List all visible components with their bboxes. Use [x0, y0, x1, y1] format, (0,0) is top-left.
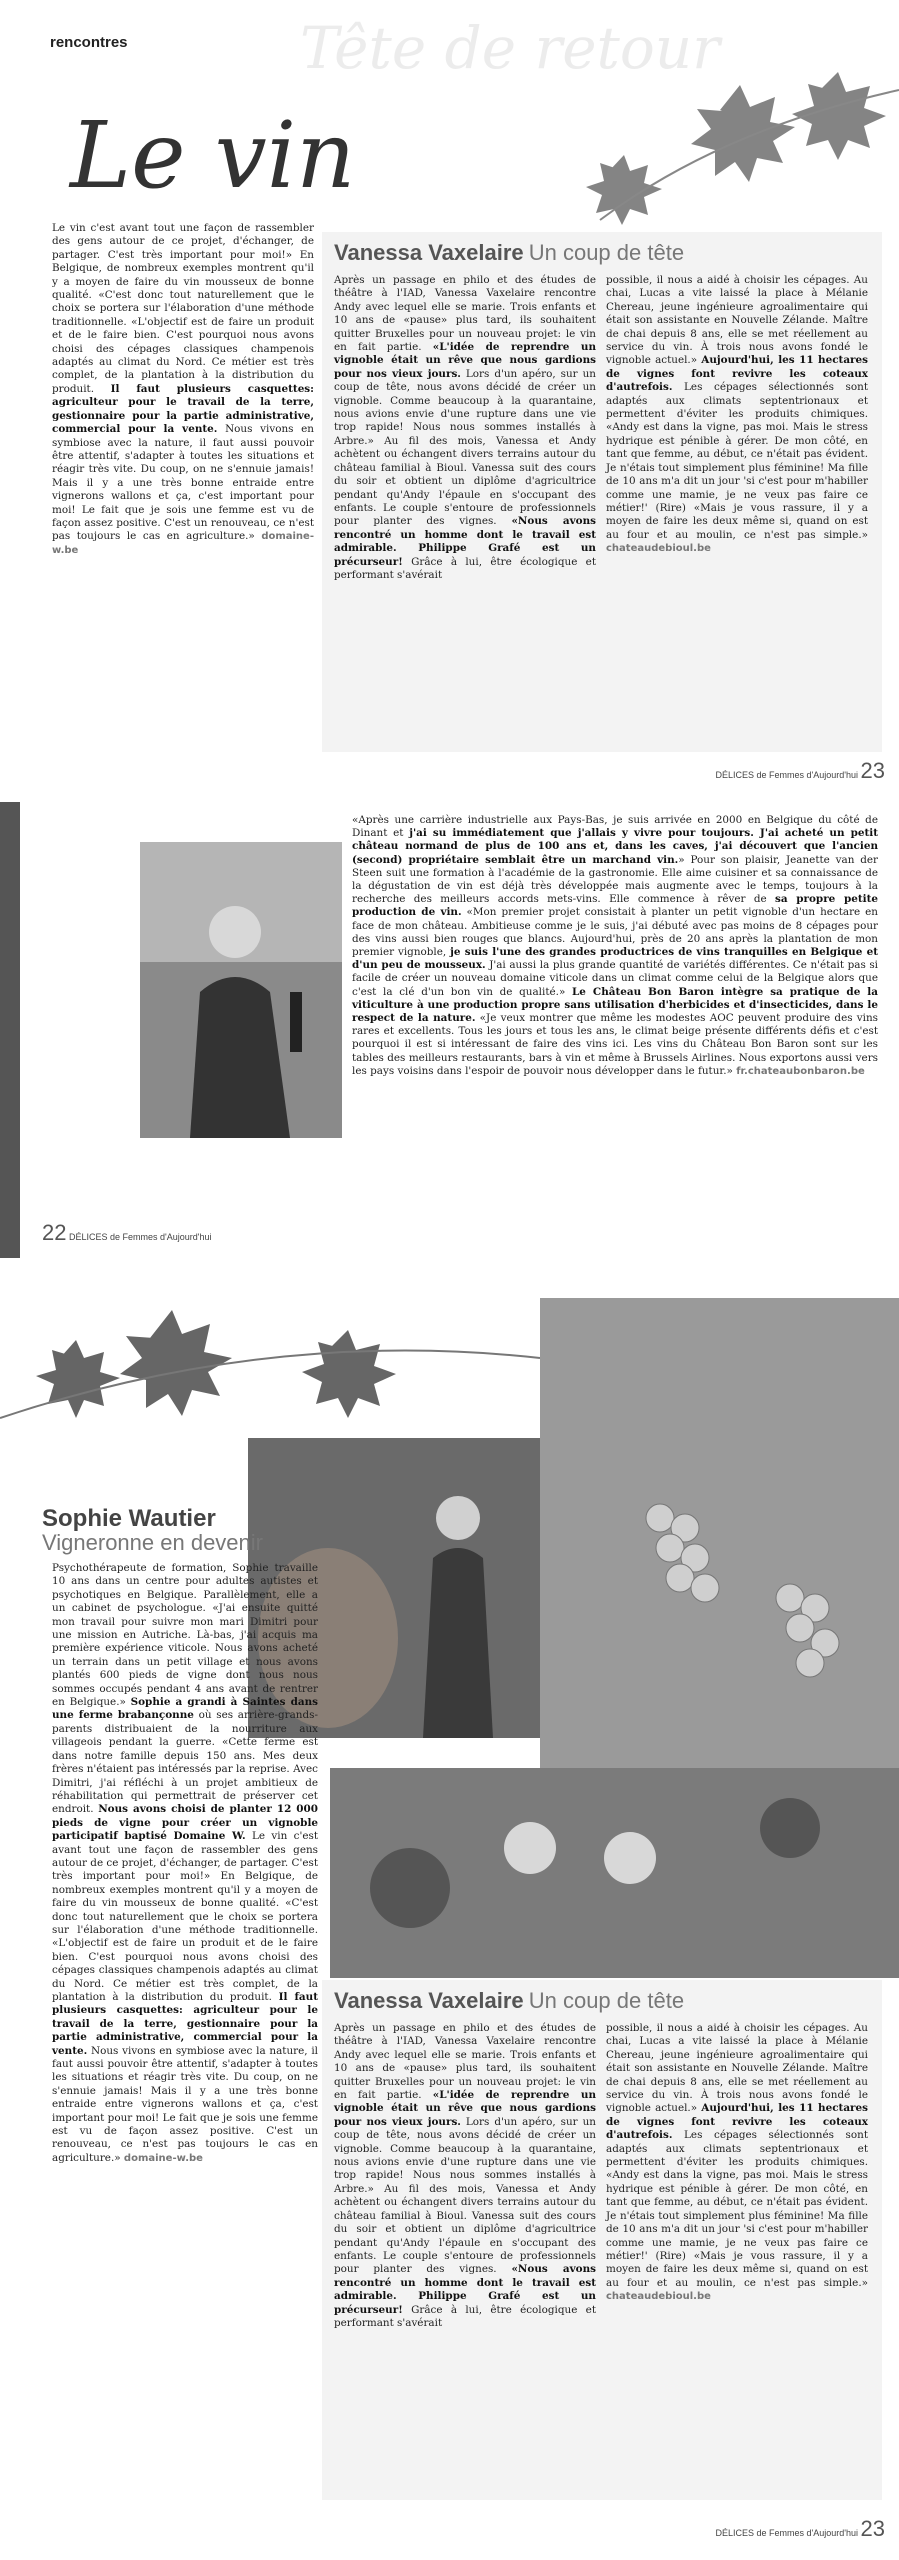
couple-vines-photo [330, 1768, 899, 1978]
page-number: 22 [42, 1220, 67, 1245]
page-folio: DÉLICES de Femmes d'Aujourd'hui 23 [715, 2516, 885, 2541]
bg-script-title: Tête de retour [300, 14, 720, 82]
page-number: 23 [860, 758, 885, 783]
section-label: rencontres [50, 34, 128, 51]
website-link[interactable]: chateaudebioul.be [606, 2291, 711, 2303]
middle-column: Après un passage en philo et des études de théâtre à l'IAD, Vanessa Vaxelaire rencontre Andy avec lequel elle se marie. Trois enfants et 10 ans de «pause» plus tard, ils souhaitent quitter Bruxelles pour un nouveau projet: le vin en fait partie. «L'idée de reprendre un vignoble était un rêve que nous gardions pour nos vieux jours. Lors d'un apéro, sur un coup de tête, nous avons décidé de créer un vignoble. Comme beaucoup à la quarantaine, nous avions envie d'une rupture dans une vie trop rapide! Nous nous sommes installés à Arbre.» Au fil des mois, Vanessa et Andy achètent ou échangent divers terrains autour du château familial à Bioul. Vanessa suit des cours du soir et obtient un diplôme d'agricultrice pendant qu'Andy l'épaule en s'occupant des enfants. Le couple s'entoure de professionnels pour planter des vignes. «Nous avons rencontré un homme dont le travail est admirable. Philippe Grafé est un précurseur! Grâce à lui, être écologique et performant s'avérait [334, 274, 596, 581]
profile-name: Sophie Wautier [42, 1505, 216, 1532]
profile-name: Vanessa Vaxelaire [334, 240, 524, 265]
article-column: «Après une carrière industrielle aux Pays-Bas, je suis arrivée en 2000 en Belgique du côté de Dinant et j'ai su immédiatement que j'allais y vivre pour toujours. J'ai acheté un petit château normand de plus de 100 ans et, dans les caves, j'ai découvert que l'ancien (second) propriétaire semblait être un marchand vin.» Pour son plaisir, Jeanette van der Steen suit une formation à l'académie de la gastronomie. Elle aime cuisiner et sa connaissance de la dégustation de vin est déjà très développée mais augmente avec le temps, toujours à la recherche des meilleurs accords mets-vins. Elle commence à rêver de sa propre petite production de vin. «Mon premier projet consistait à planter un petit vignoble d'un hectare en face de mon château. Ambitieuse comme je le suis, j'ai débuté avec pas moins de 8 cépages pour des vins aussi bien rouges que blancs. Aujourd'hui, près de 20 ans après la plantation de mon premier vignoble, je suis l'une des grandes productrices de vins tranquilles en Belgique et d'un peu de mousseux. J'ai aussi la plus grande quantité de variétés différentes. Ce n'était pas si facile de créer un nouveau domaine viticole dans un climat comme celui de la Belgique alors que c'est la clé d'un bon vin de qualité.» Le Château Bon Baron intègre sa pratique de la viticulture à une production propre sans utilisation d'herbicides et d'insecticides, dans le respect de la nature. «Je veux montrer que même les modestes AOC peuvent produire des vins rares et excellents. Tous les jours et tous les ans, le climat beige présente différents défis et c'est pourquoi il est si intéressant de faire des vins ici. Les vins du Château Bon Baron sont sur les tables des meilleurs restaurants, bars à vin et même à Brussels Airlines. Nous exportons aussi vers les pays voisins dans l'espoir de pouvoir nous développer dans le futur.» fr.chateaubonbaron.be [352, 814, 879, 1077]
page-title: Le vin [70, 102, 356, 209]
grapes-photo [540, 1298, 899, 1768]
profile-subtitle: Un coup de tête [528, 1988, 685, 2013]
page-folio: 22 DÉLICES de Femmes d'Aujourd'hui [42, 1220, 212, 1245]
website-link[interactable]: fr.chateaubonbaron.be [736, 1065, 865, 1077]
sophie-column: Psychothérapeute de formation, Sophie travaille 10 ans dans un centre pour adultes autistes et psychotiques en Belgique. Parallèlement, elle a un cabinet de psychologue. «J'ai ensuite quitté mon travail pour suivre mon mari Dimitri pour une mission en Autriche. Là-bas, j'ai acquis ma première expérience viticole. Nous avons acheté un terrain dans un petit village et nous avons plantés 600 pieds de vigne dont nous nous sommes occupés pendant 4 ans avant de rentrer en Belgique.» Sophie a grandi à Saintes dans une ferme brabançonne où ses arrière-grands-parents distribuaient de la nourriture aux villageois pendant la guerre. «Cette ferme est dans notre famille depuis 150 ans. Mes deux frères n'étaient pas intéressés par la reprise. Avec Dimitri, j'ai réfléchi à un projet ambitieux de réhabilitation qui permettrait de préserver cet endroit. Nous avons choisi de planter 12 000 pieds de vigne pour créer un vignoble participatif baptisé Domaine W. Le vin c'est avant tout une façon de rassembler des gens autour de ce projet, d'échanger, de partager. C'est très important pour moi!» En Belgique, de nombreux exemples montrent qu'il y a moyen de faire du vin mousseux de bonne qualité. «C'est donc tout naturellement que le choix se portera sur l'élaboration d'une méthode traditionnelle. «L'objectif est de faire un produit et de le faire bien. C'est pourquoi nous avons choisi des cépages classiques champenois adaptés au climat du Nord. Ce métier est très complet, de la plantation à la distribution du produit. Il faut plusieurs casquettes: agriculteur pour le travail de la terre, gestionnaire pour la partie administrative, commercial pour la vente. Nous vivons en symbiose avec la nature, il faut aussi pouvoir être attentif, s'adapter à toutes les situations et réagir très vite. Du coup, on ne s'ennuie jamais! Mais il y a une très bonne entraide entre vignerons wallons et ça, c'est important pour moi! Le fait que je sois une femme est vu de façon assez positive. C'est un renouveau, ce n'est pas toujours le cas en agriculture.» domaine-w.be [52, 1562, 319, 2164]
profile-subtitle: Un coup de tête [528, 240, 685, 265]
right-column: possible, il nous a aidé à choisir les cépages. Au chai, Lucas a vite laissé la place à Mélanie Chereau, jeune ingénieure agroalimentaire qui était son assistante en Nouvelle Zélande. Maître de chai depuis 8 ans, elle se met réellement au service du vin. À trois nous avons fondé le vignoble actuel.» Aujourd'hui, les 11 hectares de vignes font revivre les coteaux d'autrefois. Les cépages sélectionnés sont adaptés aux climats septentrionaux et permettent d'éviter les produits chimiques. «Andy est dans la vigne, pas moi. Mais le stress hydrique est pénible à gérer. De mon côté, en tant que femme, au début, ce n'était pas évident. Je n'étais tout simplement plus féminine! Ma fille de 10 ans m'a dit un jour 'si c'est pour m'habiller comme une mamie, je ne veux pas faire ce métier!' (Rire) «Mais je vous rassure, il y a moyen de faire les deux même si, quand on est au four et au moulin, ce n'est pas simple.» chateaudebioul.be [606, 2022, 868, 2303]
profile-heading [334, 240, 684, 266]
vine-leaves-illustration [0, 1298, 540, 1438]
left-edge-photo [0, 802, 20, 1258]
portrait-silhouette [140, 842, 342, 1138]
vine-leaves-illustration [520, 70, 899, 230]
couple-image [330, 1768, 899, 1978]
magazine-page-2 [0, 802, 899, 1258]
page-gap [0, 1258, 899, 1298]
profile-subtitle: Vigneronne en devenir [42, 1530, 263, 1556]
middle-column: Après un passage en philo et des études de théâtre à l'IAD, Vanessa Vaxelaire rencontre Andy avec lequel elle se marie. Trois enfants et 10 ans de «pause» plus tard, ils souhaitent quitter Bruxelles pour un nouveau projet: le vin en fait partie. «L'idée de reprendre un vignoble était un rêve que nous gardions pour nos vieux jours. Lors d'un apéro, sur un coup de tête, nous avons décidé de créer un vignoble. Comme beaucoup à la quarantaine, nous avions envie d'une rupture dans une vie trop rapide! Nous nous sommes installés à Arbre.» Au fil des mois, Vanessa et Andy achètent ou échangent divers terrains autour du château familial à Bioul. Vanessa suit des cours du soir et obtient un diplôme d'agricultrice pendant qu'Andy l'épaule en s'occupant des enfants. Le couple s'entoure de professionnels pour planter des vignes. «Nous avons rencontré un homme dont le travail est admirable. Philippe Grafé est un précurseur! Grâce à lui, être écologique et performant s'avérait [334, 2022, 596, 2329]
website-link[interactable]: chateaudebioul.be [606, 543, 711, 555]
page-number: 23 [860, 2516, 885, 2541]
website-link[interactable]: domaine-w.be [123, 2152, 203, 2164]
profile-heading [334, 1988, 684, 2014]
left-column: Le vin c'est avant tout une façon de rassembler des gens autour de ce projet, d'échanger, de partager. C'est très important pour moi!» En Belgique, de nombreux exemples montrent qu'il y a moyen de faire du vin mousseux de bonne qualité. «C'est donc tout naturellement que le choix se portera sur l'élaboration d'une méthode traditionnelle. «L'objectif est de faire un produit et de le faire bien. C'est pourquoi nous avons choisi des cépages classiques champenois adaptés au climat du Nord. Ce métier est très complet, de la plantation à la distribution du produit. Il faut plusieurs casquettes: agriculteur pour le travail de la terre, gestionnaire pour la partie administrative, commercial pour la vente. Nous vivons en symbiose avec la nature, il faut aussi pouvoir être attentif, s'adapter à toutes les situations et réagir très vite. Du coup, on ne s'ennuie jamais! Mais il y a une très bonne entraide entre vignerons wallons et ça, c'est important pour moi! Le fait que je sois une femme est vu de façon assez positive. C'est un renouveau, ce n'est pas toujours le cas en agriculture.» domaine-w.be [52, 222, 314, 556]
profile-name: Vanessa Vaxelaire [334, 1988, 524, 2013]
sw-heading [42, 1506, 263, 1554]
magazine-page-3 [0, 1298, 899, 2560]
winemaker-photo [140, 842, 342, 1138]
grapes-image [540, 1298, 899, 1768]
page-folio: DÉLICES de Femmes d'Aujourd'hui 23 [715, 758, 885, 783]
website-link[interactable]: domaine-w.be [52, 531, 314, 556]
magazine-page-1 [0, 0, 899, 802]
right-column: possible, il nous a aidé à choisir les cépages. Au chai, Lucas a vite laissé la place à Mélanie Chereau, jeune ingénieure agroalimentaire qui était son assistante en Nouvelle Zélande. Maître de chai depuis 8 ans, elle se met réellement au service du vin. À trois nous avons fondé le vignoble actuel.» Aujourd'hui, les 11 hectares de vignes font revivre les coteaux d'autrefois. Les cépages sélectionnés sont adaptés aux climats septentrionaux et permettent d'éviter les produits chimiques. «Andy est dans la vigne, pas moi. Mais le stress hydrique est pénible à gérer. De mon côté, en tant que femme, au début, ce n'était pas évident. Je n'étais tout simplement plus féminine! Ma fille de 10 ans m'a dit un jour 'si c'est pour m'habiller comme une mamie, je ne veux pas faire ce métier!' (Rire) «Mais je vous rassure, il y a moyen de faire les deux même si, quand on est au four et au moulin, ce n'est pas simple.» chateaudebioul.be [606, 274, 868, 555]
